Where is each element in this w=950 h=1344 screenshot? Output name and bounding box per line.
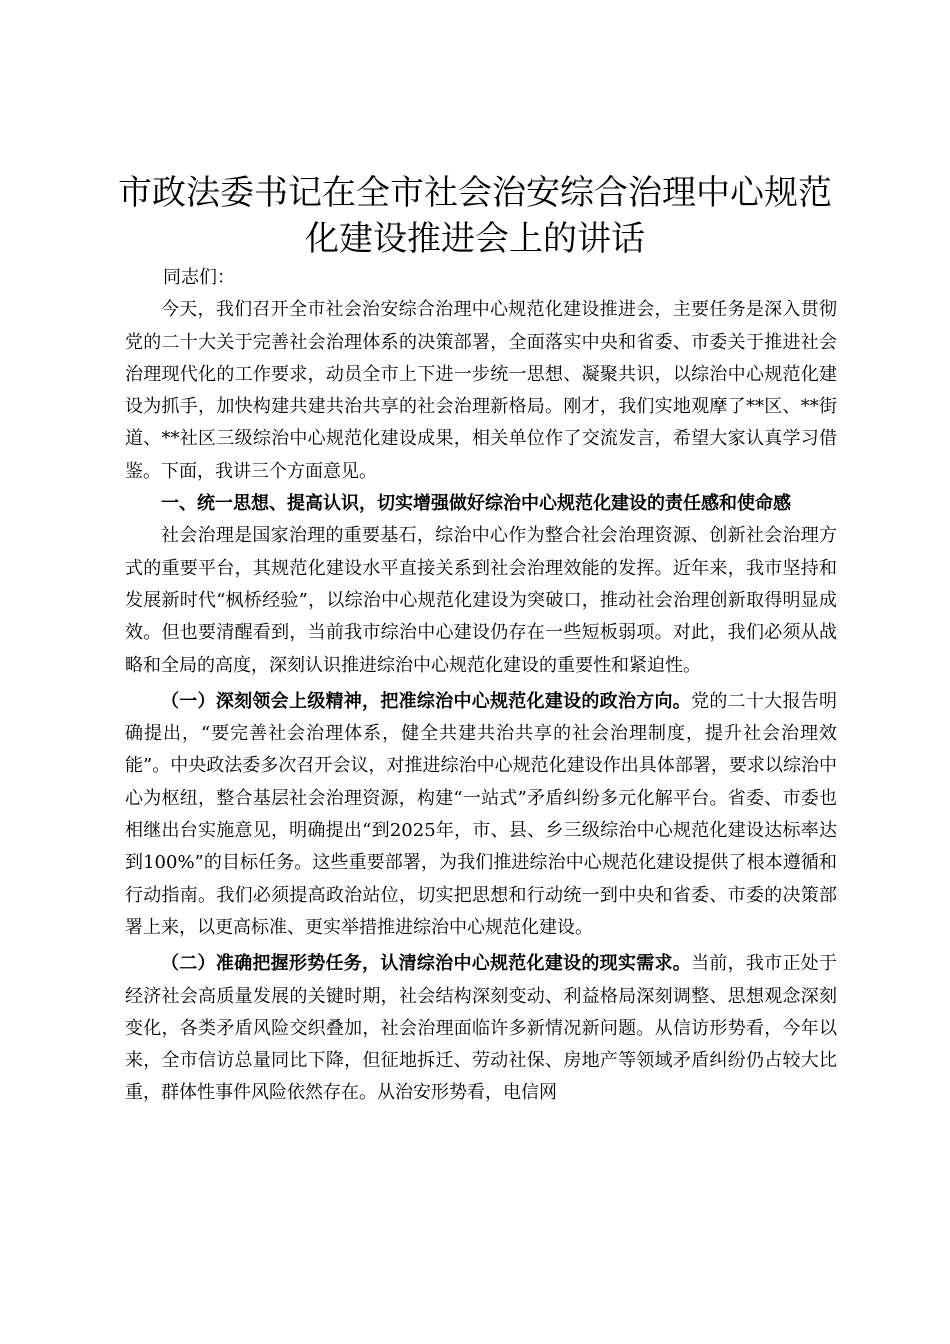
subsection-1-paragraph xyxy=(125,686,837,944)
subsection-1-lead: （一）深刻领会上级精神，把准综治中心规范化建设的政治方向。 xyxy=(161,690,692,712)
subsection-2-lead: （二）准确把握形势任务，认清综治中心规范化建设的现实需求。 xyxy=(161,953,692,975)
intro-paragraph: 今天，我们召开全市社会治安综合治理中心规范化建设推进会，主要任务是深入贯彻党的二十大关于完善社会治理体系的决策部署，全面落实中央和省委、市委关于推进社会治理现代化的工作要求，动员全市上下进一步统一思想、凝聚共识，以综治中心规范化建设为抓手，加快构建共建共治共享的社会治理新格局。刚才，我们实地观摩了**区、**街道、**社区三级综治中心规范化建设成果，相关单位作了交流发言，希望大家认真学习借鉴。下面，我讲三个方面意见。 xyxy=(125,299,837,482)
document-title: 市政法委书记在全市社会治安综合治理中心规范化建设推进会上的讲话 xyxy=(118,173,832,259)
salutation: 同志们： xyxy=(163,267,235,288)
subsection-2-paragraph xyxy=(125,948,837,1109)
section-1-heading: 一、统一思想、提高认识，切实增强做好综治中心规范化建设的责任感和使命感 xyxy=(161,493,791,515)
document-body xyxy=(125,262,837,1110)
section-1-paragraph: 社会治理是国家治理的重要基石，综治中心作为整合社会治理资源、创新社会治理方式的重要平台，其规范化建设水平直接关系到社会治理效能的发挥。近年来，我市坚持和发展新时代“枫桥经验”，以综治中心规范化建设为突破口，推动社会治理创新取得明显成效。但也要清醒看到，当前我市综治中心建设仍存在一些短板弱项。对此，我们必须从战略和全局的高度，深刻认识推进综治中心规范化建设的重要性和紧迫性。 xyxy=(125,525,837,676)
subsection-2-body: 当前，我市正处于经济社会高质量发展的关键时期，社会结构深刻变动、利益格局深刻调整、思想观念深刻变化，各类矛盾风险交织叠加，社会治理面临许多新情况新问题。从信访形势看，今年以来，全市信访总量同比下降，但征地拆迁、劳动社保、房地产等领域矛盾纠纷仍占较大比重，群体性事件风险依然存在。从治安形势看，电信网 xyxy=(125,953,838,1104)
subsection-1-body: 党的二十大报告明确提出，“要完善社会治理体系，健全共建共治共享的社会治理制度，提升社会治理效能”。中央政法委多次召开会议，对推进综治中心规范化建设作出具体部署，要求以综治中心为枢纽，整合基层社会治理资源，构建“一站式”矛盾纠纷多元化解平台。省委、市委也相继出台实施意见，明确提出“到2025年，市、县、乡三级综治中心规范化建设达标率达到100%”的目标任务。这些重要部署，为我们推进综治中心规范化建设提供了根本遵循和行动指南。我们必须提高政治站位，切实把思想和行动统一到中央和省委、市委的决策部署上来，以更高标准、更实举措推进综治中心规范化建设。 xyxy=(125,690,838,938)
